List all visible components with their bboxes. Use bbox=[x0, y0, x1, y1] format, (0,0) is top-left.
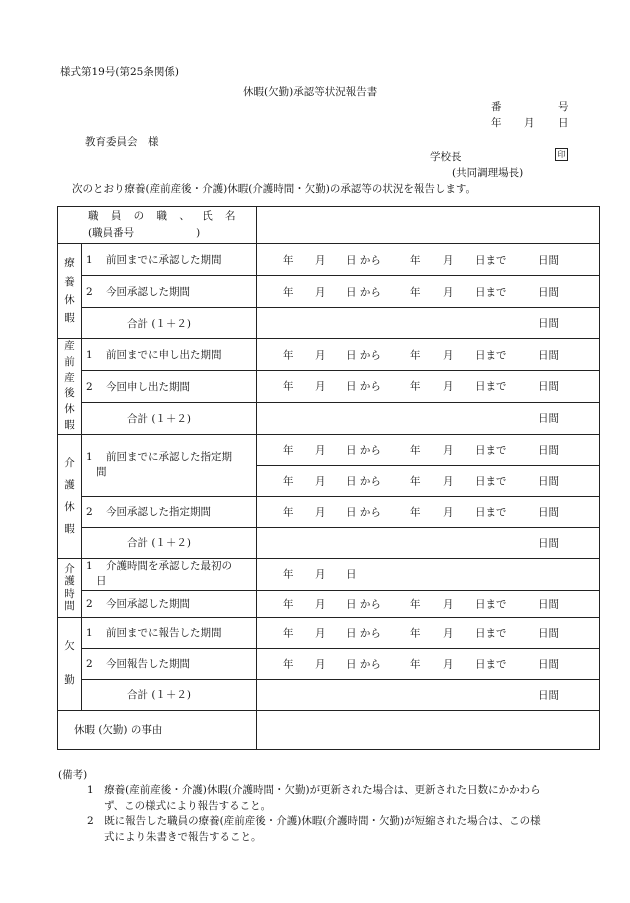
table-row bbox=[58, 496, 600, 527]
total-days-cell[interactable]: 日間 bbox=[257, 527, 600, 558]
row-label: 1 介護時間を承認した最初の 日 bbox=[82, 558, 257, 590]
section-label-kekkin: 欠 勤 bbox=[58, 617, 82, 710]
row-label: 1 前回までに承認した期間 bbox=[82, 244, 257, 276]
table-row bbox=[58, 648, 600, 679]
section-label-sanzen: 産 前 産 後 休 暇 bbox=[58, 339, 82, 435]
total-days-cell[interactable]: 日間 bbox=[257, 679, 600, 710]
number-suffix: 号 bbox=[558, 101, 569, 113]
employee-name-label: 職 員 の 職 、 氏 名 bbox=[88, 210, 241, 223]
form-number: 様式第19号(第25条関係) bbox=[60, 66, 179, 78]
document-title: 休暇(欠勤)承認等状況報告書 bbox=[243, 86, 378, 98]
section-label-kaigo: 介 護 休 暇 bbox=[58, 434, 82, 558]
note-item-2: 2 既に報告した職員の療養(産前産後・介護)休暇(介護時間・欠勤)が短縮された場合は、この様 式により朱書きで報告すること。 bbox=[87, 815, 541, 843]
date-day: 日 bbox=[558, 117, 569, 129]
employee-header-cell bbox=[58, 207, 257, 244]
table-row bbox=[58, 276, 600, 308]
total-days-cell[interactable]: 日間 bbox=[257, 308, 600, 339]
first-day-cell[interactable]: 年 月 日 bbox=[257, 558, 600, 590]
period-cell[interactable]: 年 月 日 から 年 月 日まで 日間 bbox=[257, 434, 600, 465]
period-cell[interactable]: 年 月 日 から 年 月 日まで 日間 bbox=[257, 465, 600, 496]
section-label-kaigo-jikan: 介 護 時 間 bbox=[58, 558, 82, 617]
period-cell[interactable]: 年 月 日 から 年 月 日まで 日間 bbox=[257, 276, 600, 308]
row-label: 2 今回申し出た期間 bbox=[82, 370, 257, 402]
reason-value-cell[interactable] bbox=[257, 710, 600, 749]
date-month: 月 bbox=[524, 117, 535, 129]
table-row bbox=[58, 590, 600, 617]
period-cell[interactable]: 年 月 日 から 年 月 日まで 日間 bbox=[257, 590, 600, 617]
table-row bbox=[58, 558, 600, 590]
period-cell[interactable]: 年 月 日 から 年 月 日まで 日間 bbox=[257, 617, 600, 648]
total-days-cell[interactable]: 日間 bbox=[257, 402, 600, 434]
table-row-total bbox=[58, 402, 600, 434]
total-label: 合計 (１＋２) bbox=[82, 679, 257, 710]
row-label: 2 今回承認した指定期間 bbox=[82, 496, 257, 527]
period-cell[interactable]: 年 月 日 から 年 月 日まで 日間 bbox=[257, 370, 600, 402]
row-label: 2 今回承認した期間 bbox=[82, 276, 257, 308]
table-row bbox=[58, 339, 600, 371]
section-label-ryoyo: 療 養 休 暇 bbox=[58, 244, 82, 339]
number-label: 番 bbox=[491, 101, 502, 113]
table-row bbox=[58, 244, 600, 276]
table-row bbox=[58, 617, 600, 648]
row-label: 1 前回までに承認した指定期 間 bbox=[82, 434, 257, 496]
notes-heading: (備考) bbox=[58, 769, 88, 781]
row-label: 2 今回報告した期間 bbox=[82, 648, 257, 679]
period-cell[interactable]: 年 月 日 から 年 月 日まで 日間 bbox=[257, 648, 600, 679]
note-item-1: 1 療養(産前産後・介護)休暇(介護時間・欠勤)が更新された場合は、更新された日数にかかわら ず、この様式により報告すること。 bbox=[87, 784, 541, 812]
table-row bbox=[58, 434, 600, 465]
addressee: 教育委員会 様 bbox=[85, 136, 159, 148]
total-label: 合計 (１＋２) bbox=[82, 308, 257, 339]
row-label: 2 今回承認した期間 bbox=[82, 590, 257, 617]
period-cell[interactable]: 年 月 日 から 年 月 日まで 日間 bbox=[257, 244, 600, 276]
intro-text: 次のとおり療養(産前産後・介護)休暇(介護時間・欠勤)の承認等の状況を報告します。 bbox=[72, 183, 477, 195]
total-label: 合計 (１＋２) bbox=[82, 527, 257, 558]
table-row-header bbox=[58, 207, 600, 244]
total-label: 合計 (１＋２) bbox=[82, 402, 257, 434]
table-row bbox=[58, 370, 600, 402]
leave-report-table bbox=[57, 206, 600, 750]
table-row-reason bbox=[58, 710, 600, 749]
table-row-total bbox=[58, 527, 600, 558]
row-label: 1 前回までに報告した期間 bbox=[82, 617, 257, 648]
table-row-total bbox=[58, 308, 600, 339]
row-label: 1 前回までに申し出た期間 bbox=[82, 339, 257, 371]
co-kitchen-label: (共同調理場長) bbox=[452, 167, 524, 179]
employee-id-label: (職員番号 ) bbox=[88, 227, 201, 240]
period-cell[interactable]: 年 月 日 から 年 月 日まで 日間 bbox=[257, 496, 600, 527]
date-year: 年 bbox=[491, 117, 502, 129]
period-cell[interactable]: 年 月 日 から 年 月 日まで 日間 bbox=[257, 339, 600, 371]
table-row-total bbox=[58, 679, 600, 710]
principal-label: 学校長 bbox=[430, 151, 462, 163]
reason-label: 休暇 (欠勤) の事由 bbox=[58, 710, 257, 749]
seal-stamp-icon: 印 bbox=[555, 148, 568, 161]
employee-value-cell[interactable] bbox=[257, 207, 600, 244]
